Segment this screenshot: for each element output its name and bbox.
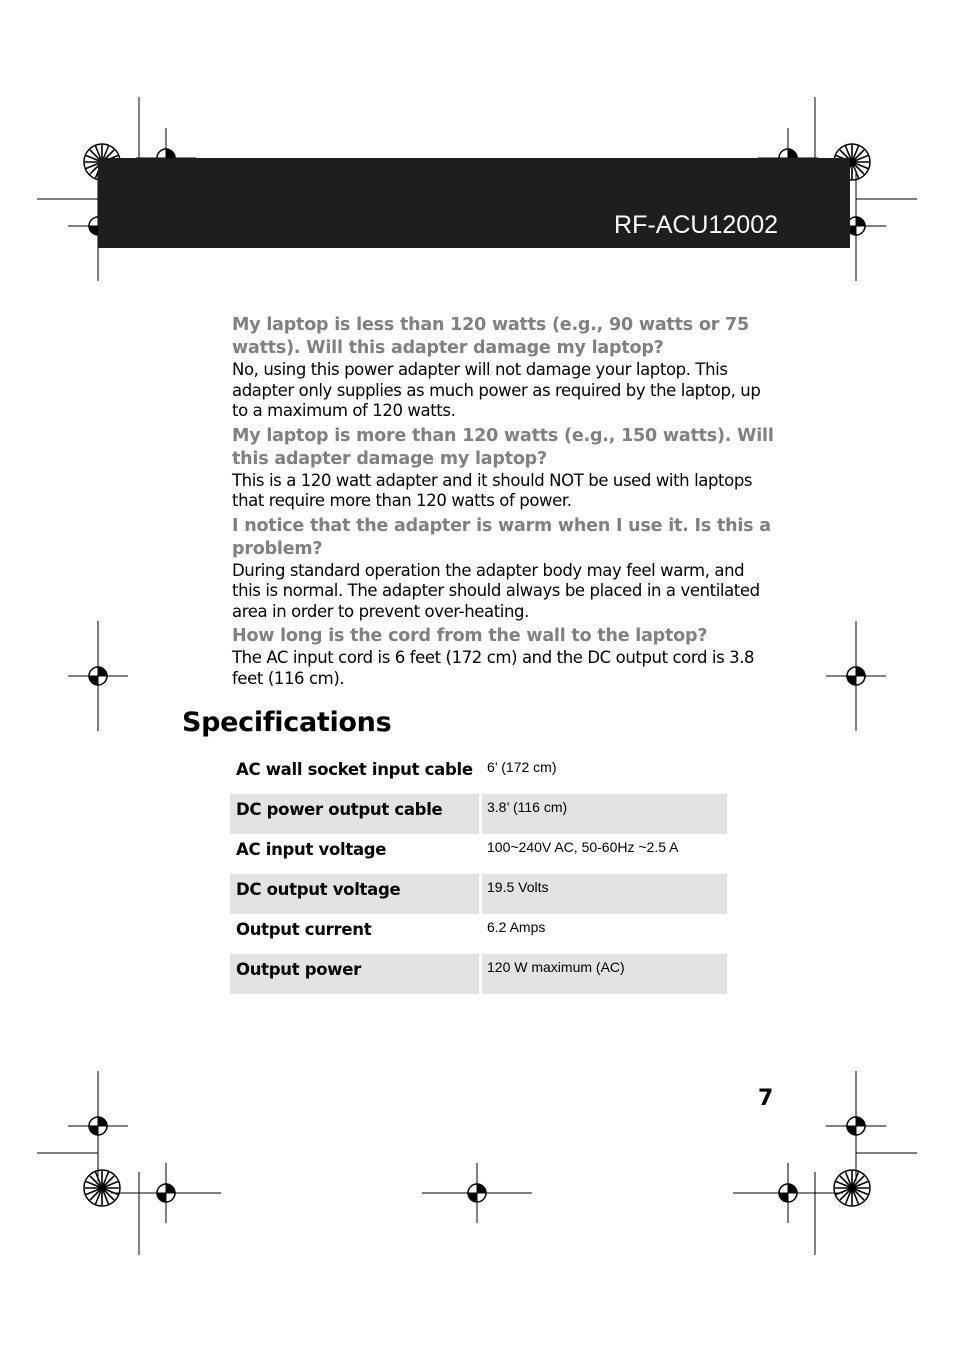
table-row xyxy=(230,794,727,834)
faq-item xyxy=(232,625,777,689)
table-row xyxy=(230,954,727,994)
faq-item xyxy=(232,515,777,623)
spec-value: 19.5 Volts xyxy=(481,874,728,914)
faq-section xyxy=(232,314,777,692)
faq-question: I notice that the adapter is warm when I use it. Is this a problem? xyxy=(232,515,771,559)
spec-label: AC input voltage xyxy=(230,834,481,874)
faq-question: My laptop is more than 120 watts (e.g., 150 watts). Will this adapter damage my laptop? xyxy=(232,425,774,469)
specifications-heading: Specifications xyxy=(182,707,392,738)
faq-item xyxy=(232,314,777,422)
spec-label: DC output voltage xyxy=(230,874,481,914)
header-bar xyxy=(98,158,850,248)
table-row xyxy=(230,754,727,794)
spec-value: 6.2 Amps xyxy=(487,919,546,935)
table-row xyxy=(230,874,727,914)
faq-answer: During standard operation the adapter body may feel warm, and this is normal. The adapter should always be placed in a ventilated area in order to prevent over-heating. xyxy=(232,560,760,621)
spec-value: 3.8’ (116 cm) xyxy=(481,794,728,834)
faq-answer: The AC input cord is 6 feet (172 cm) and the DC output cord is 3.8 feet (116 cm). xyxy=(232,648,755,688)
spec-label: Output current xyxy=(230,914,481,954)
page-number: 7 xyxy=(758,1086,774,1111)
table-row xyxy=(230,914,727,954)
faq-question: How long is the cord from the wall to the laptop? xyxy=(232,626,708,646)
model-number: RF-ACU12002 xyxy=(614,211,778,239)
spec-label: AC wall socket input cable xyxy=(230,754,481,794)
spec-label: DC power output cable xyxy=(230,794,481,834)
faq-answer: This is a 120 watt adapter and it should NOT be used with laptops that require more than 120 watts of power. xyxy=(232,470,753,510)
spec-value: 120 W maximum (AC) xyxy=(481,954,728,994)
faq-answer: No, using this power adapter will not damage your laptop. This adapter only supplies as much power as required by the laptop, up to a maximum of 120 watts. xyxy=(232,360,761,420)
faq-question: My laptop is less than 120 watts (e.g., 90 watts or 75 watts). Will this adapter damage my laptop? xyxy=(232,315,749,358)
spec-value: 6’ (172 cm) xyxy=(487,759,557,775)
table-row xyxy=(230,834,727,874)
spec-value: 100~240V AC, 50-60Hz ~2.5 A xyxy=(487,839,679,855)
faq-item xyxy=(232,425,777,512)
spec-label: Output power xyxy=(230,954,481,994)
specifications-table xyxy=(230,754,727,994)
